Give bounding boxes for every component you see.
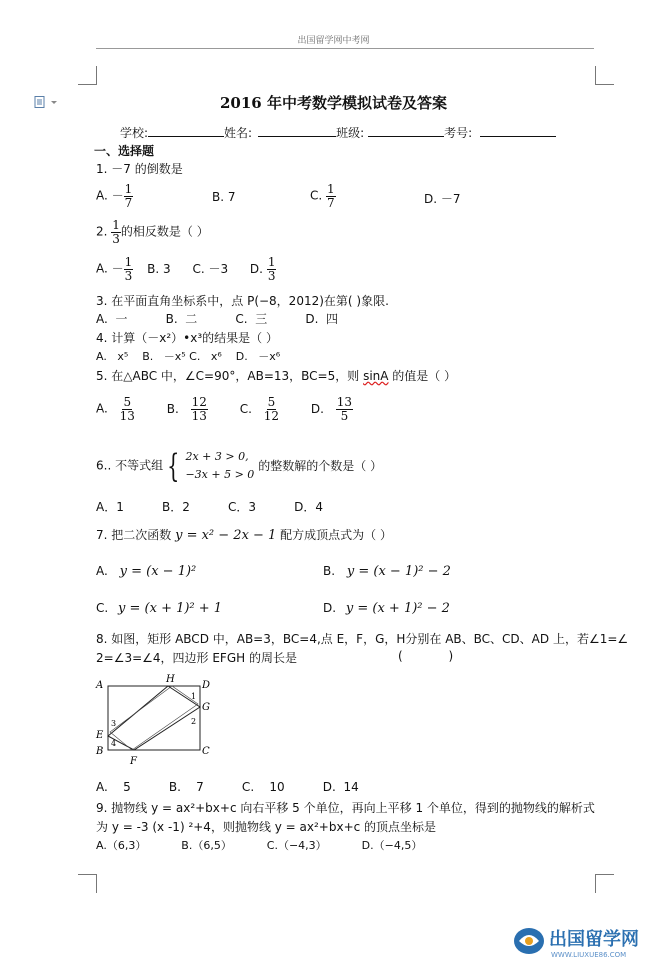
- angle-4: 4: [111, 739, 117, 748]
- q6-stem: 6.. 不等式组 { 2x + 3 > 0, −3x + 5 > 0 的整数解的个数是（ ）: [96, 447, 383, 485]
- label-b: B: [96, 746, 104, 757]
- q8-figure: [92, 672, 216, 771]
- q6-options: A．1 B．2 C．3 D．4: [96, 500, 324, 514]
- angle-3: 3: [111, 719, 117, 728]
- name-label: 姓名:: [224, 126, 253, 140]
- q9-stem-line1: 9. 抛物线 y = ax²+bx+c 向右平移 5 个单位，再向上平移 1 个单位，得到的抛物线的解析式: [96, 801, 595, 815]
- angle-2: 2: [191, 717, 197, 726]
- label-f: F: [130, 756, 137, 767]
- crop-mark-bottom-left: [78, 874, 97, 893]
- q7-option-c: C. y = (x + 1)² + 1: [96, 601, 223, 616]
- angle-1: 1: [191, 692, 197, 701]
- q7-stem: 7. 把二次函数 y = x² − 2x − 1 配方成顶点式为（ ）: [96, 528, 392, 543]
- class-label: 班级:: [336, 126, 365, 140]
- site-logo[interactable]: [511, 921, 663, 964]
- school-label: 学校:: [120, 126, 149, 140]
- q4-options: A. x⁵ B. －x⁵ C. x⁶ D. －x⁶: [96, 350, 281, 363]
- logo-text: 出国留学网: [549, 929, 639, 950]
- class-field[interactable]: [368, 125, 444, 137]
- q8-options: A. 5 B. 7 C. 10 D. 14: [96, 780, 359, 794]
- examno-label: 考号:: [444, 126, 473, 140]
- q5-options: A. $\frac{5}{13}$ B. $\frac{12}{13}$ C. $\frac{5}{12}$ D. $\frac{13}{5}$: [96, 395, 353, 423]
- school-field[interactable]: [148, 125, 224, 137]
- q1-option-a: A. － $\frac{1}{7}$: [96, 182, 133, 210]
- label-g: G: [202, 702, 210, 713]
- q8-stem-line1: 8. 如图，矩形 ABCD 中，AB=3，BC=4,点 E，F，G，H分别在 AB、BC、CD、AD 上，若∠1=∠: [96, 632, 629, 646]
- q1-option-c: C. $\frac{1}{7}$: [310, 182, 335, 210]
- q7-option-a: A. y = (x − 1)²: [96, 564, 197, 579]
- q1-stem: 1. －7 的倒数是: [96, 162, 183, 176]
- q3-options: A. 一 B. 二 C. 三 D. 四: [96, 312, 339, 326]
- crop-mark-bottom-right: [595, 874, 614, 893]
- q9-options: A.（6,3） B.（6,5） C.（−4,3） D.（−4,5）: [96, 839, 423, 852]
- examno-field[interactable]: [480, 125, 556, 137]
- student-info-line: [120, 124, 556, 141]
- q5-stem: 5. 在△ABC 中，∠C=90°，AB=13，BC=5，则 sinA 的值是（ ）: [96, 369, 457, 383]
- q7-option-d: D. y = (x + 1)² − 2: [323, 601, 450, 616]
- q7-option-b: B. y = (x − 1)² − 2: [323, 564, 451, 579]
- label-e: E: [96, 730, 104, 741]
- crop-mark-top-left: [78, 66, 97, 85]
- q9-stem-line2: 为 y = -3 (x -1) ²+4，则抛物线 y = ax²+bx+c 的顶点坐标是: [96, 820, 437, 834]
- label-a: A: [96, 680, 104, 691]
- page-header: 出国留学网中考网: [297, 36, 370, 46]
- q1-option-b: B. 7: [212, 190, 236, 204]
- q1-option-d: D. －7: [424, 192, 461, 206]
- header-rule: [96, 48, 594, 49]
- name-field[interactable]: [258, 125, 336, 137]
- crop-mark-top-right: [595, 66, 614, 85]
- label-c: C: [202, 746, 210, 757]
- label-h: H: [166, 674, 175, 685]
- q2-stem: 2. $\frac{1}{3}$ 的相反数是（ ）: [96, 218, 209, 246]
- section-heading: 一、选择题: [94, 144, 155, 158]
- q8-stem-line2: 2=∠3=∠4，四边形 EFGH 的周长是: [96, 651, 297, 665]
- q3-stem: 3. 在平面直角坐标系中，点 P(−8，2012)在第( )象限.: [96, 294, 389, 308]
- label-d: D: [202, 680, 211, 691]
- page-title: 2016 年中考数学模拟试卷及答案: [220, 94, 447, 112]
- q4-stem: 4. 计算（－x²）•x³的结果是（ ）: [96, 331, 278, 345]
- logo-url: WWW.LIUXUE86.COM: [551, 951, 627, 959]
- q2-options: A. － $\frac{1}{3}$ B. 3 C. －3 D. $\frac{1}{3}$: [96, 255, 276, 283]
- q8-answer-paren: ( ): [398, 649, 454, 663]
